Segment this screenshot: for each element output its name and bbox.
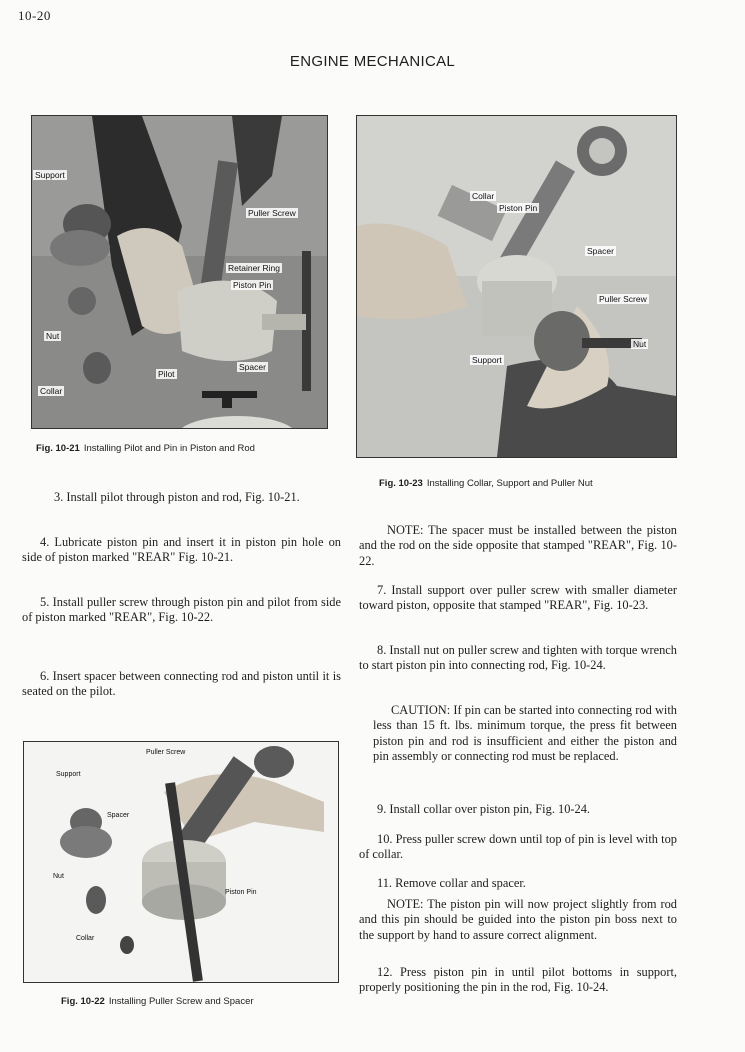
section-title: ENGINE MECHANICAL (289, 53, 456, 70)
note-spacer: NOTE: The spacer must be installed between the piston and the rod on the side opposite that stamped "REAR", Fig. 10-22. (359, 523, 677, 568)
fig23-label-spacer: Spacer (587, 246, 614, 256)
fig23-number: Fig. 10-23 (379, 478, 423, 489)
fig22-number: Fig. 10-22 (61, 996, 105, 1007)
fig21-number: Fig. 10-21 (36, 443, 80, 454)
page-number: 10-20 (18, 8, 51, 23)
step-5: 5. Install puller screw through piston pin and pilot from side of piston marked "REAR", Fig. 10-22. (22, 595, 341, 625)
fig22-label-piston-pin: Piston Pin (225, 889, 257, 896)
fig21-label-piston-pin: Piston Pin (233, 280, 272, 290)
step-11: 11. Remove collar and spacer. (377, 876, 526, 890)
fig21-label-collar: Collar (40, 386, 63, 396)
fig21-label-support: Support (35, 170, 65, 180)
fig22-label-spacer: Spacer (107, 812, 130, 819)
fig23-label-piston-pin: Piston Pin (499, 203, 538, 213)
step-6: 6. Insert spacer between connecting rod and piston until it is seated on the pilot. (22, 669, 341, 699)
fig21-label-nut: Nut (46, 331, 60, 341)
fig22-label-puller-screw: Puller Screw (146, 749, 186, 756)
step-10: 10. Press puller screw down until top of pin is level with top of collar. (359, 832, 677, 862)
step-7: 7. Install support over puller screw with smaller diameter toward piston, opposite that stamped "REAR", Fig. 10-23. (359, 583, 677, 613)
fig21-label-retainer-ring: Retainer Ring (228, 263, 280, 273)
figure-10-21-photo (31, 115, 328, 429)
fig22-label-collar: Collar (76, 935, 95, 942)
step-4: 4. Lubricate piston pin and insert it in piston pin hole on side of piston marked "REAR" Fig. 10-21. (22, 535, 341, 565)
fig21-label-puller-screw: Puller Screw (248, 208, 296, 218)
fig21-label-spacer: Spacer (239, 362, 266, 372)
fig23-label-support: Support (472, 355, 502, 365)
fig23-label-puller-screw: Puller Screw (599, 294, 647, 304)
caution-note: CAUTION: If pin can be started into connecting rod with less than 15 ft. lbs. minimum torque, the press fit between piston pin and rod is insufficient and either the piston and pin assembly or connecting rod must be replaced. (373, 703, 677, 764)
fig21-caption (36, 443, 255, 454)
step-8: 8. Install nut on puller screw and tighten with torque wrench to start piston pin into connecting rod, Fig. 10-24. (359, 643, 677, 673)
step-12: 12. Press piston pin in until pilot bottoms in support, properly positioning the pin in the rod, Fig. 10-24. (359, 965, 677, 995)
fig22-label-nut: Nut (53, 873, 64, 880)
note-pin: NOTE: The piston pin will now project slightly from rod and this pin should be guided into the piston pin boss next to the support by hand to assure correct alignment. (359, 897, 677, 942)
step-3: 3. Install pilot through piston and rod, Fig. 10-21. (54, 490, 300, 504)
step-9: 9. Install collar over piston pin, Fig. 10-24. (377, 802, 591, 816)
fig22-caption (61, 996, 254, 1007)
fig21-label-pilot: Pilot (158, 369, 175, 379)
fig23-label-collar: Collar (472, 191, 495, 201)
fig21-caption-text: Installing Pilot and Pin in Piston and Rod (83, 443, 255, 454)
fig23-caption (379, 478, 593, 489)
fig22-label-support: Support (56, 771, 81, 778)
figure-10-23-photo (356, 115, 677, 458)
fig22-caption-text: Installing Puller Screw and Spacer (108, 996, 254, 1007)
fig23-caption-text: Installing Collar, Support and Puller Nut (426, 478, 593, 489)
fig23-label-nut: Nut (633, 339, 647, 349)
